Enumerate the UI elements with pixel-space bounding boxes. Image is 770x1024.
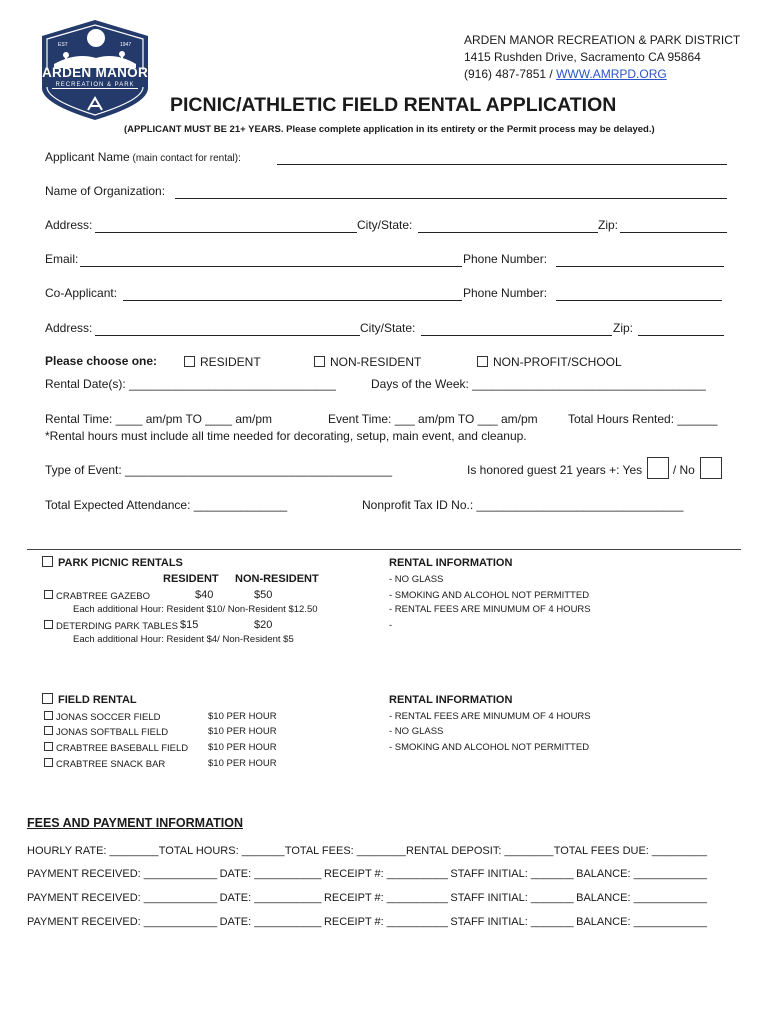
logo-subtitle: RECREATION & PARK [55,82,135,88]
receipt-field[interactable]: RECEIPT #: __________ [323,892,448,904]
baseball-name: CRABTREE BASEBALL FIELD [56,743,189,754]
zip-label: Zip: [598,218,619,232]
no-checkbox[interactable] [700,457,722,479]
field-item-soccer[interactable] [44,711,161,723]
soccer-price: $10 PER HOUR [208,711,277,722]
payment-received-field[interactable]: PAYMENT RECEIVED: ____________ [27,916,218,928]
snackbar-checkbox[interactable] [44,758,53,767]
baseball-checkbox[interactable] [44,742,53,751]
district-phone: (916) 487-7851 / [464,67,557,81]
co-phone-label: Phone Number: [463,286,548,300]
page-subtitle: (APPLICANT MUST BE 21+ YEARS. Please complete application in its entirety or the Permit process may be delayed.) [124,124,655,135]
rental-dates-field[interactable]: Rental Date(s): _______________________________ [45,377,336,391]
address-label: Address: [45,218,93,232]
rental-deposit-field[interactable]: RENTAL DEPOSIT: ________ [406,845,554,857]
co-city-state-line[interactable] [421,323,612,336]
co-city-state-label: City/State: [360,321,416,335]
payment-date-field[interactable]: DATE: ___________ [219,892,322,904]
rental-time-field[interactable]: Rental Time: ____ am/pm TO ____ am/pm [45,412,272,426]
hourly-rate-field[interactable]: HOURLY RATE: ________ [27,845,159,857]
picnic-heading-label: PARK PICNIC RENTALS [58,557,183,569]
resident-checkbox[interactable] [184,356,195,367]
event-time-field[interactable]: Event Time: ___ am/pm TO ___ am/pm [328,412,538,426]
phone-line[interactable] [556,254,724,267]
applicant-name-row [45,150,241,164]
softball-price: $10 PER HOUR [208,726,277,737]
field-item-snackbar[interactable] [44,758,165,770]
website-link[interactable]: WWW.AMRPD.ORG [556,67,667,81]
field-item-baseball[interactable] [44,742,188,754]
organization-line[interactable] [175,186,727,199]
gazebo-resident-price: $40 [195,589,214,601]
snackbar-price: $10 PER HOUR [208,758,277,769]
fees-row [27,845,707,857]
co-address-label: Address: [45,321,93,335]
receipt-field[interactable]: RECEIPT #: __________ [323,916,448,928]
soccer-checkbox[interactable] [44,711,53,720]
total-hours-fee-field[interactable]: TOTAL HOURS: _______ [158,845,285,857]
field-info-1: - RENTAL FEES ARE MINUMUM OF 4 HOURS [389,711,591,722]
non-profit-option[interactable] [477,355,622,369]
field-heading [42,693,137,706]
co-zip-label: Zip: [613,321,634,335]
gazebo-nonresident-price: $50 [254,589,273,601]
non-resident-option[interactable] [314,355,421,369]
receipt-field[interactable]: RECEIPT #: __________ [323,868,448,880]
days-of-week-field[interactable]: Days of the Week: ___________________________________ [371,377,706,391]
non-resident-checkbox[interactable] [314,356,325,367]
picnic-col-resident: RESIDENT [163,573,219,585]
tables-note: Each additional Hour: Resident $4/ Non-Resident $5 [73,634,294,645]
logo-title: ARDEN MANOR [41,65,149,80]
gazebo-item[interactable] [44,590,150,602]
picnic-info-1: - NO GLASS [389,574,444,585]
snackbar-name: CRABTREE SNACK BAR [56,759,166,770]
phone-label: Phone Number: [463,252,548,266]
choose-label: Please choose one: [45,354,158,368]
non-profit-label: NON-PROFIT/SCHOOL [493,355,622,369]
applicant-name-line[interactable] [277,152,727,165]
picnic-info-heading: RENTAL INFORMATION [389,557,513,569]
soccer-name: JONAS SOCCER FIELD [56,712,161,723]
type-of-event-field[interactable]: Type of Event: ________________________________________ [45,463,392,477]
tables-checkbox[interactable] [44,620,53,629]
district-contact [464,67,667,81]
softball-name: JONAS SOFTBALL FIELD [56,727,169,738]
section-divider [27,549,741,550]
organization-label: Name of Organization: [45,184,166,198]
balance-field[interactable]: BALANCE: ____________ [576,868,707,880]
email-line[interactable] [80,254,462,267]
payment-row [27,916,707,928]
logo [36,18,154,122]
co-address-line[interactable] [95,323,360,336]
picnic-info-4: - [389,620,393,631]
logo-est: EST [58,42,68,48]
non-resident-label: NON-RESIDENT [330,355,422,369]
payment-row [27,892,707,904]
logo-year: 1947 [120,42,132,48]
payment-date-field[interactable]: DATE: ___________ [219,916,322,928]
payment-received-field[interactable]: PAYMENT RECEIVED: ____________ [27,868,218,880]
field-info-2: - NO GLASS [389,726,444,737]
yes-checkbox[interactable] [647,457,669,479]
tables-nonresident-price: $20 [254,619,273,631]
resident-option[interactable] [184,355,261,369]
total-fees-due-field[interactable]: TOTAL FEES DUE: _________ [553,845,707,857]
gazebo-note: Each additional Hour: Resident $10/ Non-Resident $12.50 [73,604,318,615]
gazebo-name: CRABTREE GAZEBO [56,591,150,602]
district-street: 1415 Rushden Drive, Sacramento CA 95864 [464,50,701,64]
payment-received-field[interactable]: PAYMENT RECEIVED: ____________ [27,892,218,904]
co-applicant-line[interactable] [123,288,462,301]
field-info-heading: RENTAL INFORMATION [389,694,513,706]
field-info-3: - SMOKING AND ALCOHOL NOT PERMITTED [389,742,590,753]
total-hours-field[interactable]: Total Hours Rented: ______ [568,412,718,426]
address-line[interactable] [95,220,357,233]
balance-field[interactable]: BALANCE: ____________ [576,892,707,904]
staff-initial-field[interactable]: STAFF INITIAL: _______ [450,892,574,904]
picnic-heading [42,556,183,569]
balance-field[interactable]: BALANCE: ____________ [576,916,707,928]
co-phone-line[interactable] [556,288,722,301]
city-state-label: City/State: [357,218,413,232]
tables-item[interactable] [44,620,178,632]
co-applicant-label: Co-Applicant: [45,286,118,300]
tables-resident-price: $15 [180,619,199,631]
payment-date-field[interactable]: DATE: ___________ [219,868,322,880]
no-label: / No [672,463,695,477]
staff-initial-field[interactable]: STAFF INITIAL: _______ [450,868,574,880]
staff-initial-field[interactable]: STAFF INITIAL: _______ [450,916,574,928]
total-fees-field[interactable]: TOTAL FEES: ________ [284,845,406,857]
tables-name: DETERDING PARK TABLES [56,621,178,632]
attendance-field[interactable]: Total Expected Attendance: ______________ [45,498,288,512]
tax-id-field[interactable]: Nonprofit Tax ID No.: _______________________________ [362,498,684,512]
page-title: PICNIC/ATHLETIC FIELD RENTAL APPLICATION [170,94,617,116]
applicant-name-note: (main contact for rental): [129,153,241,164]
non-profit-checkbox[interactable] [477,356,488,367]
district-name: ARDEN MANOR RECREATION & PARK DISTRICT [464,33,741,47]
co-zip-line[interactable] [638,323,724,336]
hours-note: *Rental hours must include all time needed for decorating, setup, main event, and cleanup. [45,429,527,443]
resident-label: RESIDENT [200,355,261,369]
zip-line[interactable] [620,220,727,233]
honored-guest-row [467,457,722,479]
picnic-checkbox[interactable] [42,556,53,567]
picnic-col-nonresident: NON-RESIDENT [235,573,319,585]
field-checkbox[interactable] [42,693,53,704]
field-heading-label: FIELD RENTAL [58,694,137,706]
payment-row [27,868,707,880]
field-item-softball[interactable] [44,726,168,738]
city-state-line[interactable] [418,220,598,233]
honored-guest-label: Is honored guest 21 years +: Yes [467,463,643,477]
picnic-info-2: - SMOKING AND ALCOHOL NOT PERMITTED [389,590,590,601]
baseball-price: $10 PER HOUR [208,742,277,753]
email-label: Email: [45,252,79,266]
picnic-info-3: - RENTAL FEES ARE MINUMUM OF 4 HOURS [389,604,591,615]
applicant-name-label: Applicant Name [45,150,130,164]
gazebo-checkbox[interactable] [44,590,53,599]
fees-heading: FEES AND PAYMENT INFORMATION [27,816,243,830]
softball-checkbox[interactable] [44,726,53,735]
